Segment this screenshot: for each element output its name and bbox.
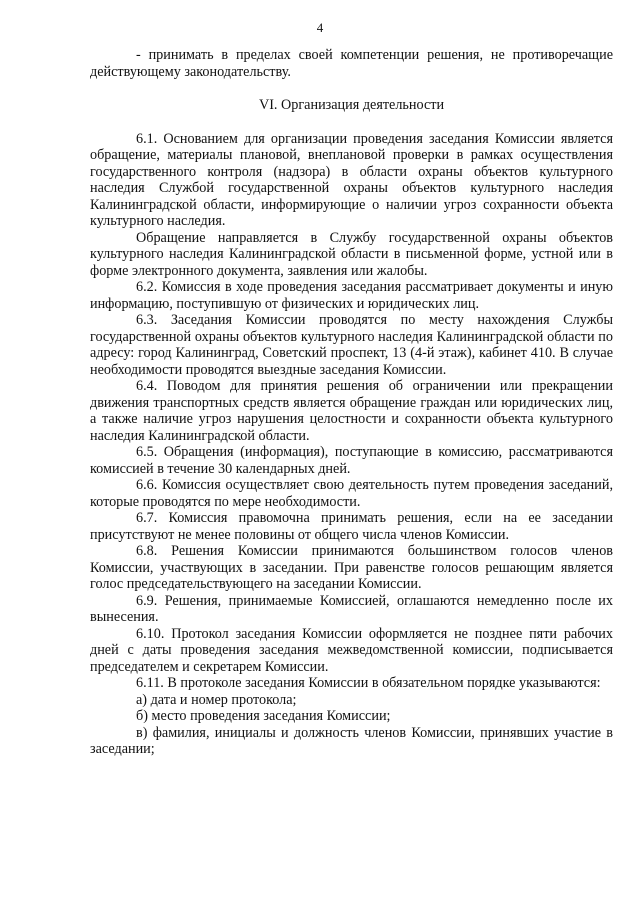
paragraph-6-4: 6.4. Поводом для принятия решения об ограничении или прекращении движения транспортных средств является обращение граждан или юридических лиц, а также наличие угроз нарушения целостности и сохранности объекта культурного наследия Калининградской области.	[90, 378, 613, 444]
paragraph-6-7: 6.7. Комиссия правомочна принимать решения, если на ее заседании присутствуют не менее половины от общего числа членов Комиссии.	[90, 510, 613, 543]
list-item-v: в) фамилия, инициалы и должность членов Комиссии, принявших участие в заседании;	[90, 724, 613, 757]
paragraph-6-11: 6.11. В протоколе заседания Комиссии в обязательном порядке указываются:	[136, 675, 601, 691]
list-item-b: б) место проведения заседания Комиссии;	[136, 708, 391, 724]
section-title: VI. Организация деятельности	[258, 97, 445, 113]
paragraph-6-1: 6.1. Основанием для организации проведения заседания Комиссии является обращение, материалы плановой, внеплановой проверки в рамках осуществления государственного контроля (надзора) в области охраны объектов культурного наследия Службой государственной охраны объектов культурного наследия Калининградской области, информирующие о наличии угроз сохранности объекта культурного наследия.	[90, 130, 613, 229]
paragraph-6-5: 6.5. Обращения (информация), поступающие в комиссию, рассматриваются комиссией в течение 30 календарных дней.	[90, 444, 613, 477]
paragraph-6-3: 6.3. Заседания Комиссии проводятся по месту нахождения Службы государственной охраны объектов культурного наследия Калининградской области по адресу: город Калининград, Советский проспект, 13 (4-й этаж), кабинет 410. В случае необходимости проводятся выездные заседания Комиссии.	[90, 312, 613, 378]
list-item-a: а) дата и номер протокола;	[136, 691, 297, 708]
paragraph-6-6: 6.6. Комиссия осуществляет свою деятельность путем проведения заседаний, которые проводятся по мере необходимости.	[90, 477, 613, 510]
page-number: 4	[316, 20, 324, 35]
paragraph-6-8: 6.8. Решения Комиссии принимаются большинством голосов членов Комиссии, участвующих в заседании. При равенстве голосов решающим является голос председательствующего на заседании Комиссии.	[90, 543, 613, 592]
paragraph-6-2: 6.2. Комиссия в ходе проведения заседания рассматривает документы и иную информацию, поступившую от физических и юридических лиц.	[90, 279, 613, 312]
paragraph-6-9: 6.9. Решения, принимаемые Комиссией, оглашаются немедленно после их вынесения.	[90, 592, 613, 625]
paragraph-6-10: 6.10. Протокол заседания Комиссии оформляется не позднее пяти рабочих дней с даты проведения заседания межведомственной комиссии, подписывается председателем и секретарем Комиссии.	[90, 625, 613, 675]
paragraph-appeal: Обращение направляется в Службу государственной охраны объектов культурного наследия Калининградской области в письменной форме, устной или в форме электронного документа, заявления или жалобы.	[90, 229, 613, 279]
intro-paragraph: - принимать в пределах своей компетенции решения, не противоречащие действующему законодательству.	[90, 47, 613, 80]
document-body	[90, 47, 613, 758]
